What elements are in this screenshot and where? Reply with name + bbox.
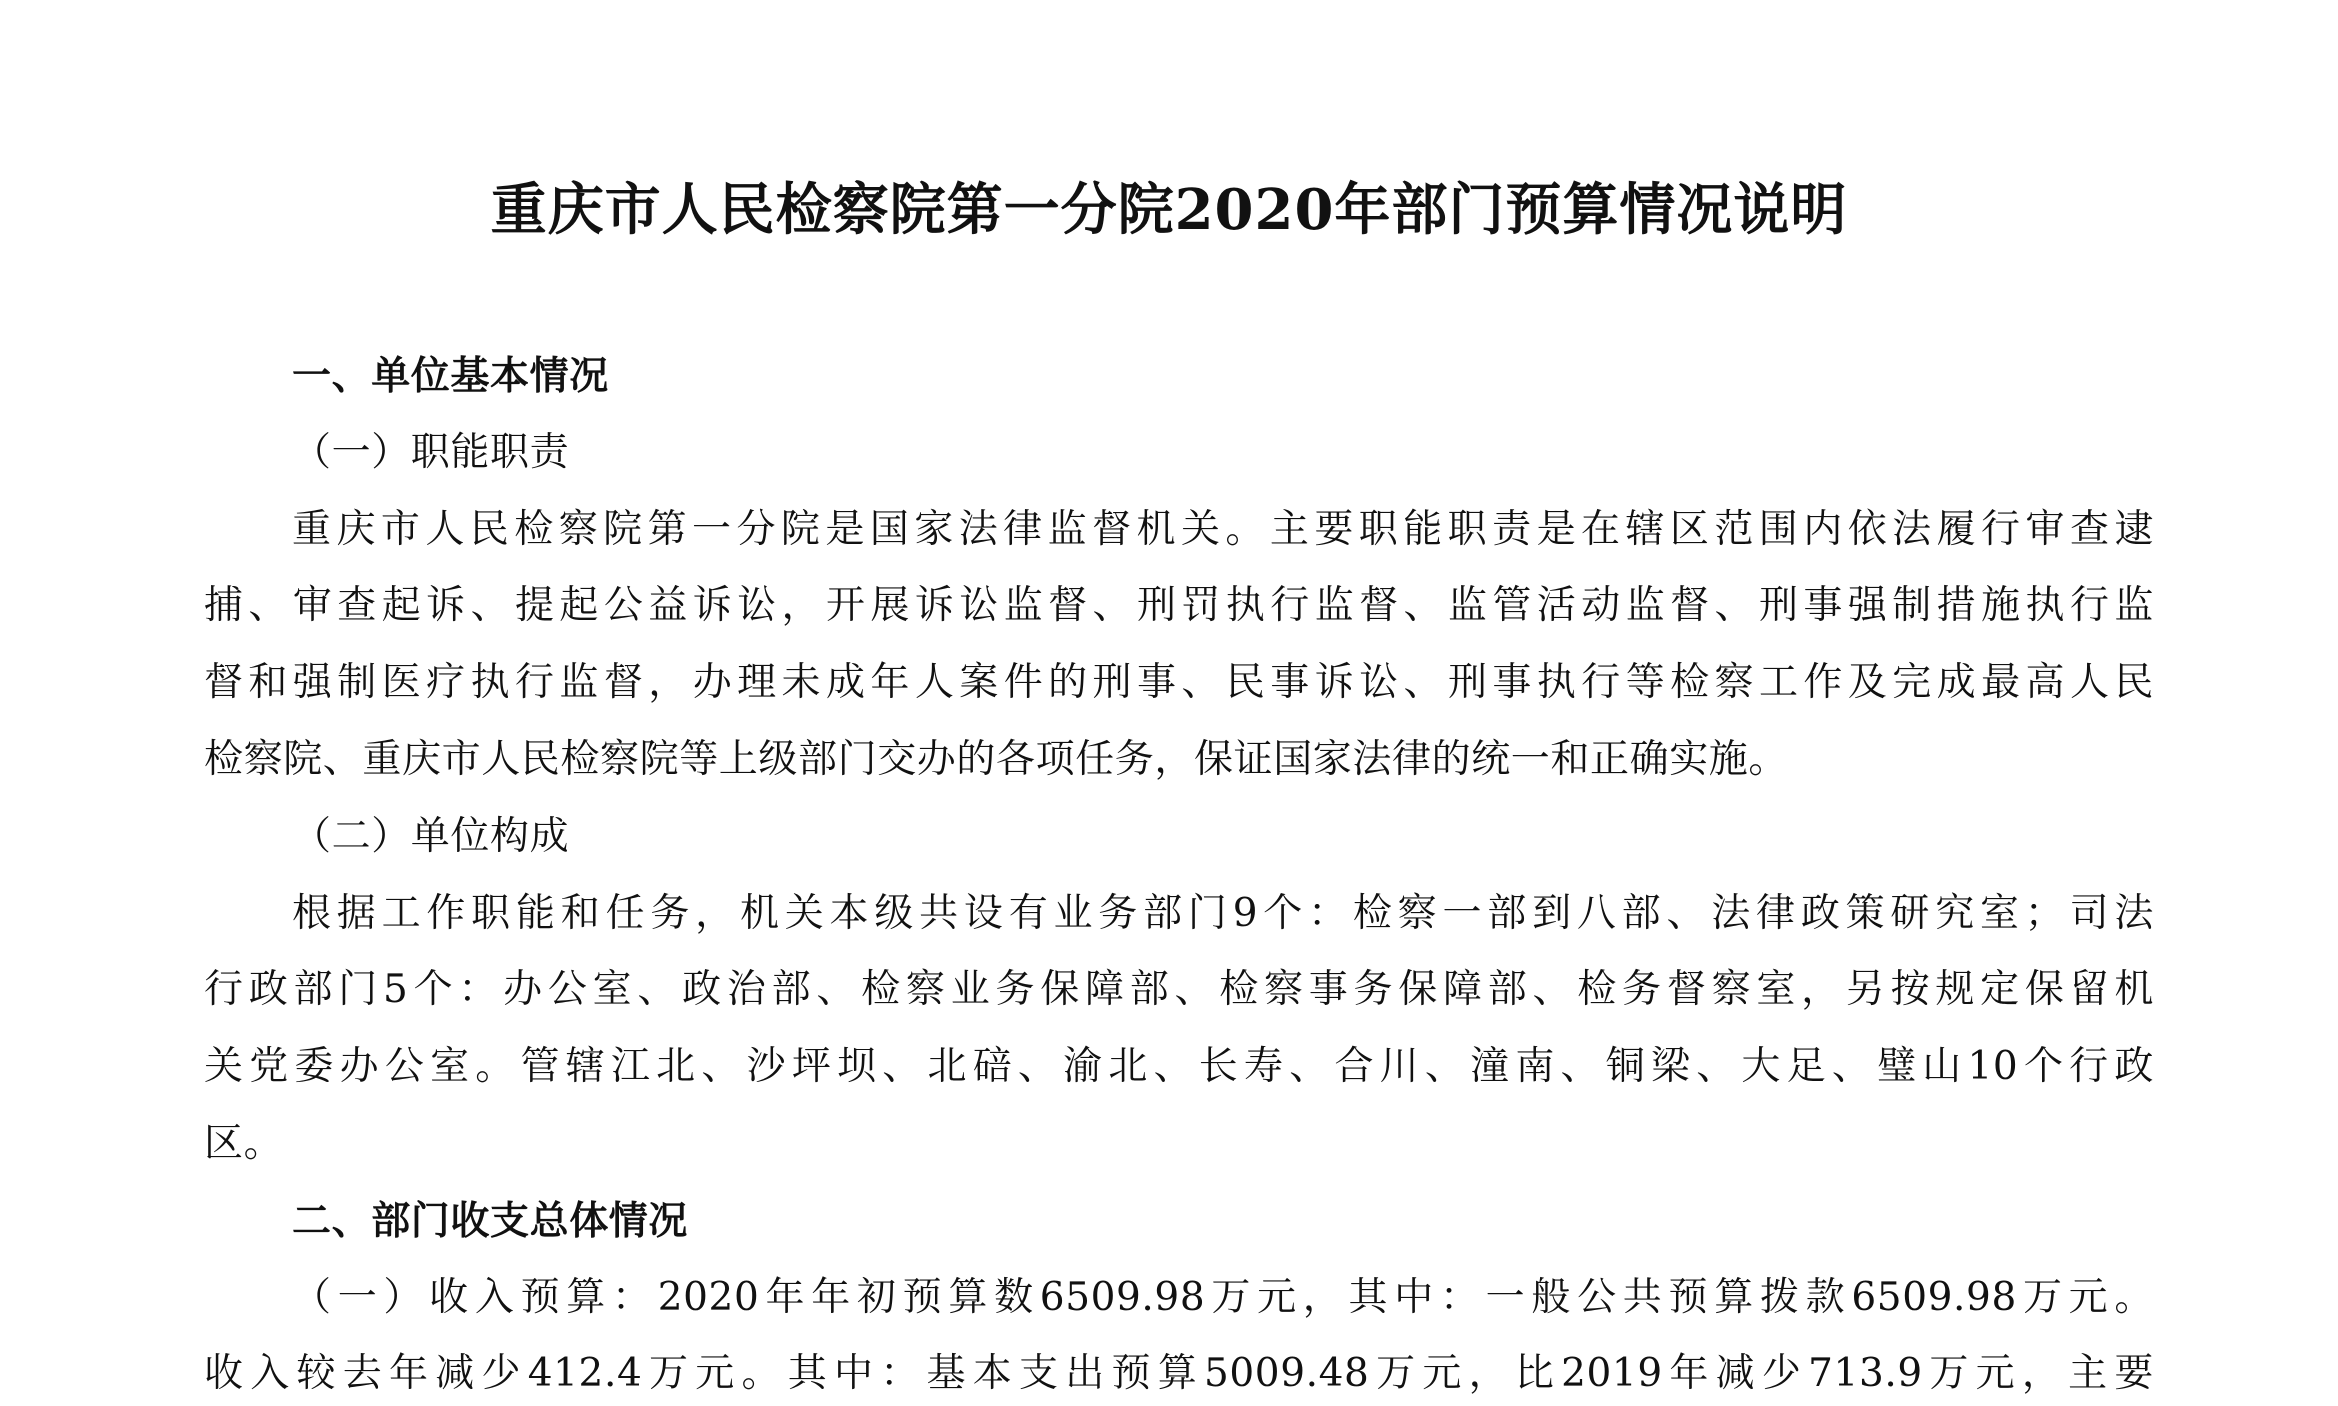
paragraph-line: （一）收入预算：2020年年初预算数6509.98万元，其中：一般公共预算拨款6509.98万元。 [292, 1274, 2154, 1320]
paragraph-line: 行政部门5个：办公室、政治部、检察业务保障部、检察事务保障部、检务督察室，另按规定保留机 [204, 967, 2154, 1013]
paragraph-line: 重庆市人民检察院第一分院是国家法律监督机关。主要职能职责是在辖区范围内依法履行审查逮 [292, 506, 2154, 552]
document-title: 重庆市人民检察院第一分院2020年部门预算情况说明 [490, 177, 1848, 243]
paragraph-line: 捕、审查起诉、提起公益诉讼，开展诉讼监督、刑罚执行监督、监管活动监督、刑事强制措施执行监 [204, 583, 2154, 629]
document-body [204, 338, 2154, 1406]
paragraph-line: 检察院、重庆市人民检察院等上级部门交办的各项任务，保证国家法律的统一和正确实施。 [204, 736, 1789, 782]
paragraph-line: 督和强制医疗执行监督，办理未成年人案件的刑事、民事诉讼、刑事执行等检察工作及完成最高人民 [204, 660, 2154, 706]
section-heading-unit-basics: 一、单位基本情况 [292, 353, 609, 399]
paragraph-line: 区。 [204, 1120, 284, 1166]
subsection-heading-composition: （二）单位构成 [292, 813, 570, 859]
paragraph-line: 根据工作职能和任务，机关本级共设有业务部门9个：检察一部到八部、法律政策研究室；司法 [292, 890, 2154, 936]
section-heading-budget-overview: 二、部门收支总体情况 [292, 1197, 689, 1244]
paragraph-line: 收入较去年减少412.4万元。其中：基本支出预算5009.48万元，比2019年减少713.9万元，主要 [204, 1351, 2154, 1397]
paragraph-line: 关党委办公室。管辖江北、沙坪坝、北碚、渝北、长寿、合川、潼南、铜梁、大足、璧山10个行政 [204, 1044, 2154, 1090]
subsection-heading-duties: （一）职能职责 [292, 429, 570, 475]
